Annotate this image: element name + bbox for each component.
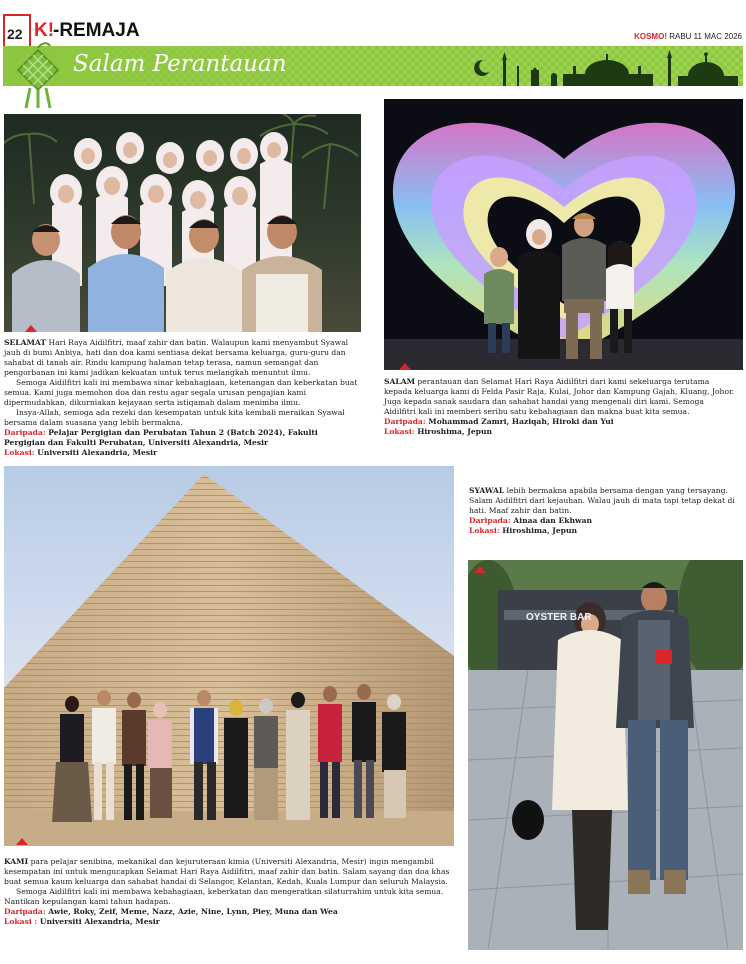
story-4-paragraph-1: KAMI para pelajar senibina, mekanikal dan kejuruteraan kimia (Universiti Alexandria, Mesir) ingin mengambil kesempatan ini untuk mengucapkan Selamat Hari Raya Aidilfitri, maaf zahir dan batin. Salam sayang dan doa khas buat semua kaum keluarga dan sahabat handai di Selangor, Kelantan, Kedah, Kuala Lumpur dan seluruh Malaysia. <box>4 857 450 886</box>
publisher-date-line <box>634 32 742 41</box>
story-4-from: Daripada: Awie, Roky, Zeif, Meme, Nazz, Azie, Nine, Lynn, Piey, Muna dan Wea <box>4 907 338 916</box>
heart-lights-scene <box>384 99 743 370</box>
story-3-from: Daripada: Ainaa dan Ekhwan <box>469 516 593 525</box>
story-1-paragraph-1: SELAMAT Hari Raya Aidilfitri, maaf zahir dan batin. Walaupun kami menyambut Syawal jauh di bumi Anbiya, hati dan doa kami sentiasa dekat bersama keluarga, guru-guru dan sahabat di tanah air. Rindu kampung halaman tetap terasa, namun semangat dan pengorbanan ini kami jadikan kekuatan untuk terus melangkah menuntut ilmu. <box>4 338 349 377</box>
issue-date: RABU 11 MAC 2026 <box>669 32 742 41</box>
photo-marker <box>25 325 37 332</box>
story-3-paragraph-1: SYAWAL lebih bermakna apabila bersama dengan yang tersayang. Salam Aidilfitri dari kejauhan. Walau jauh di mata tapi tetap dekat di hati. Maaf zahir dan batin. <box>469 486 735 515</box>
story-3-location: Lokasi: Hiroshima, Jepun <box>469 526 578 535</box>
brand-k-logo: K! <box>34 20 55 41</box>
story-2-from: Daripada: Mohammad Zamri, Haziqah, Hiroki dan Yui <box>384 417 614 426</box>
photo-heart-lights-family <box>384 99 743 370</box>
brand-section-name: -REMAJA <box>53 20 140 41</box>
photo-marker <box>399 363 411 370</box>
story-1-location: Lokasi: Universiti Alexandria, Mesir <box>4 448 158 457</box>
photo-marker <box>474 566 486 573</box>
story-3-caption <box>469 486 743 536</box>
photo-students-group <box>4 114 361 332</box>
section-banner <box>3 46 743 86</box>
story-2-paragraph-1: SALAM perantauan dan Selamat Hari Raya Aidilfitri dari kami sekeluarga terutama kepada keluarga kami di Felda Pasir Raja, Kulai, Johor dan Kampung Gajah, Kluang, Johor. Juga kepada sanak saudara dan sahabat handai yang mengenali diri kami. Semoga Aidilfitri kali ini memberi seribu satu kebahagiaan dan makna buat kita semua. <box>384 377 735 416</box>
story-1-from: Daripada: Pelajar Pergigian dan Perubatan Tahun 2 (Batch 2024), Fakulti Pergigian dan Fakulti Perubatan, Universiti Alexandria, Mesir <box>4 428 318 447</box>
publisher-name: KOSMO! <box>634 32 667 41</box>
story-4-paragraph-2: Semoga Aidilfitri kali ini membawa kebahagiaan, keberkatan dan mengeratkan silaturrahim untuk kita semua. Nantikan kepulangan kami tahun hadapan. <box>4 887 444 906</box>
ketupat-icon <box>12 40 64 110</box>
story-2-location: Lokasi: Hiroshima, Jepun <box>384 427 493 436</box>
story-1-caption <box>4 338 361 458</box>
photo-marker <box>16 838 28 845</box>
photo-pyramid-group <box>4 466 454 846</box>
oyster-bar-sign: OYSTER BAR <box>526 612 592 623</box>
page-header <box>0 0 746 46</box>
story-4-caption <box>4 857 454 927</box>
group-people <box>4 466 454 846</box>
story-1-paragraph-3: Insya-Allah, semoga ada rezeki dan kesempatan untuk kita kembali meraikan Syawal bersama dalam suasana yang lebih bermakna. <box>4 408 345 427</box>
palm-trees-background <box>4 114 361 332</box>
photo-couple-hiroshima <box>468 560 743 950</box>
story-1-paragraph-2: Semoga Aidilfitri kali ini membawa sinar kebahagiaan, ketenangan dan keberkatan buat semua. Kami juga memohon doa dan restu agar segala urusan pengajian kami dipermudahkan, dikurniakan kejayaan serta istiqamah dalam menimba ilmu. <box>4 378 358 407</box>
mosque-silhouette-icon <box>473 46 743 86</box>
story-2-caption <box>384 377 736 437</box>
couple-scene <box>468 560 743 950</box>
section-title: Salam Perantauan <box>73 51 287 77</box>
story-1-lead: SELAMAT <box>4 338 47 347</box>
story-4-location: Lokasi : Universiti Alexandria, Mesir <box>4 917 160 926</box>
page-number: 22 <box>7 26 23 42</box>
